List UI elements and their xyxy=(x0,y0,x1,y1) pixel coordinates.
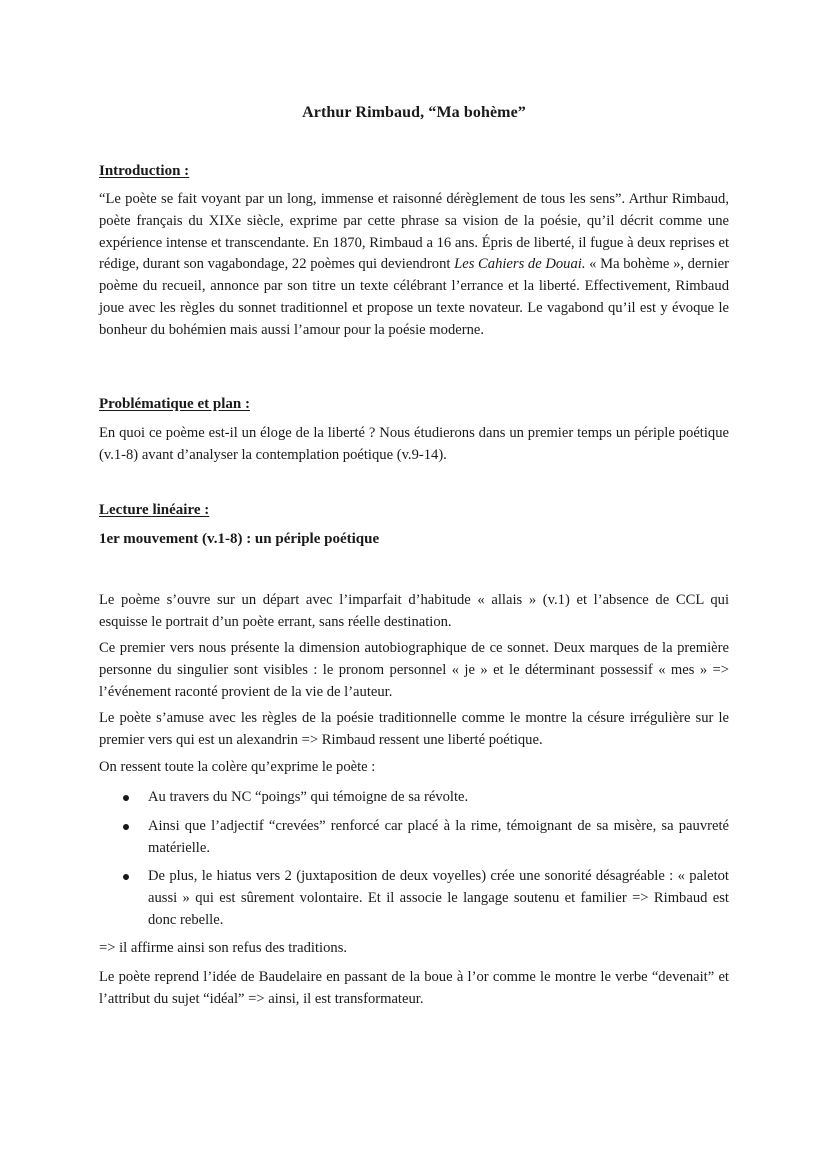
document-title: Arthur Rimbaud, “Ma bohème” xyxy=(302,104,526,121)
bullet-item: Ainsi que l’adjectif “crevées” renforcé car placé à la rime, témoignant de sa misère, sa pauvreté matérielle. xyxy=(99,816,729,860)
introduction-heading: Introduction : xyxy=(99,163,190,179)
introduction-text-part2: « Ma bohème », dernier poème du recueil, annonce par son titre un texte célébrant l’errance et la liberté. Effectivement, Rimbaud joue avec les règles du sonnet traditionnel et propose un texte novateur. Le vagabond qu’il est y évoque le bonheur du bohémien mais aussi l’amour pour la poésie moderne. xyxy=(99,256,729,338)
book-title: Les Cahiers de Douai. xyxy=(454,256,586,273)
bullet-item: Au travers du NC “poings” qui témoigne de sa révolte. xyxy=(99,787,729,809)
bullet-item: De plus, le hiatus vers 2 (juxtaposition de deux voyelles) crée une sonorité désagréable : « paletot aussi » qui est sûrement volontaire. Et il associe le langage soutenu et familier => Rimbaud est donc rebelle. xyxy=(99,866,729,931)
movement-title: 1er mouvement (v.1-8) : un périple poétique xyxy=(99,531,380,547)
analysis-paragraph-4: On ressent toute la colère qu’exprime le poète : xyxy=(99,759,376,775)
introduction-text-part1: “Le poète se fait voyant par un long, immense et raisonné dérèglement de tous les sens”. Arthur Rimbaud, poète français du XIXe siècle, exprime par cette phrase sa vision de la poésie, qu’il décrit comme une expérience intense et transcendante. En 1870, Rimbaud a 16 ans. Épris de liberté, il fugue à deux reprises et rédige, durant son vagabondage, 22 poèmes qui deviendront xyxy=(99,191,729,273)
analysis-paragraph-2: Ce premier vers nous présente la dimension autobiographique de ce sonnet. Deux marques de la première personne du singulier sont visibles : le pronom personnel « je » et le déterminant possessif « mes » => l’événement raconté provient de la vie de l’auteur. xyxy=(99,640,729,700)
bullet-list xyxy=(99,787,729,939)
conclusion-line: => il affirme ainsi son refus des traditions. xyxy=(99,940,348,956)
bullet-icon xyxy=(123,824,129,830)
final-paragraph: Le poète reprend l’idée de Baudelaire en passant de la boue à l’or comme le montre le verbe “devenait” et l’attribut du sujet “idéal” => ainsi, il est transformateur. xyxy=(99,969,729,1007)
analysis-paragraph-1: Le poème s’ouvre sur un départ avec l’imparfait d’habitude « allais » (v.1) et l’absence de CCL qui esquisse le portrait d’un poète errant, sans réelle destination. xyxy=(99,592,729,630)
analysis-paragraph-3: Le poète s’amuse avec les règles de la poésie traditionnelle comme le montre la césure irrégulière sur le premier vers qui est un alexandrin => Rimbaud ressent une liberté poétique. xyxy=(99,710,729,748)
problematique-paragraph: En quoi ce poème est-il un éloge de la liberté ? Nous étudierons dans un premier temps un périple poétique (v.1-8) avant d’analyser la contemplation poétique (v.9-14). xyxy=(99,425,729,463)
problematique-heading: Problématique et plan : xyxy=(99,396,250,412)
bullet-icon xyxy=(123,874,129,880)
lecture-lineaire-heading: Lecture linéaire : xyxy=(99,502,210,518)
bullet-icon xyxy=(123,795,129,801)
introduction-paragraph xyxy=(99,189,729,342)
